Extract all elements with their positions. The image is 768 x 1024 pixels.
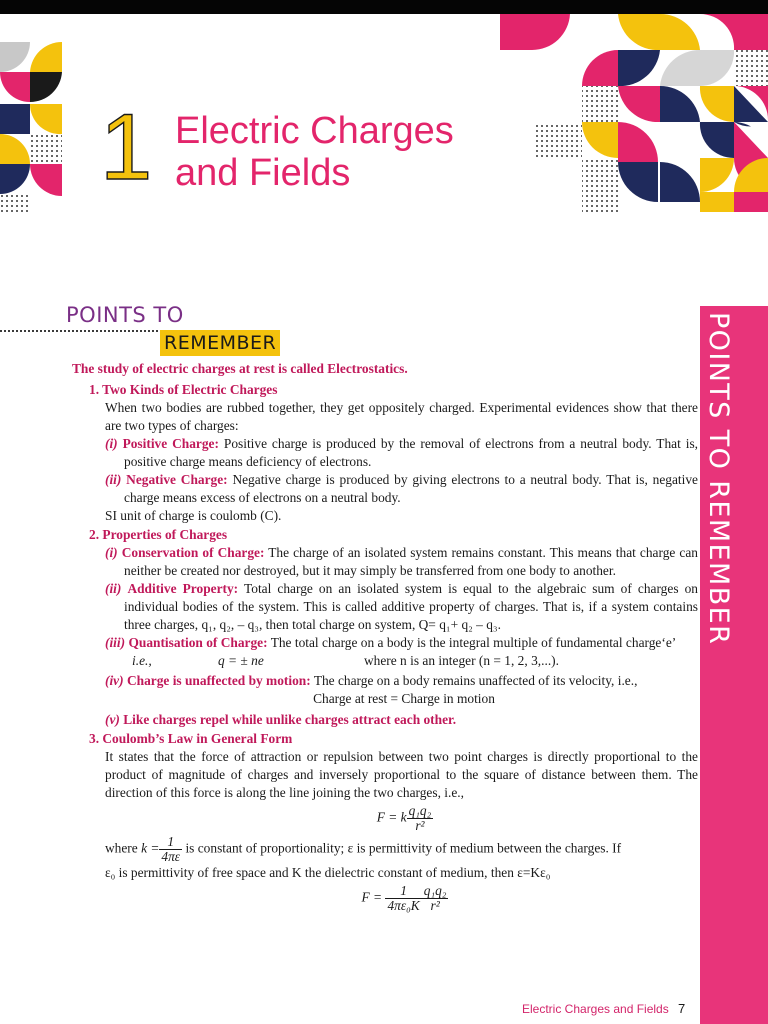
item-number: (v) bbox=[105, 712, 120, 727]
coulomb-formula-medium bbox=[72, 884, 698, 913]
item-label: Positive Charge: bbox=[122, 436, 219, 451]
fraction-numerator: q₁q₂ bbox=[408, 803, 432, 818]
fraction-denominator: 4πε bbox=[161, 849, 181, 864]
item-conservation bbox=[72, 544, 698, 580]
item-number: (ii) bbox=[105, 581, 122, 596]
item-number: (iv) bbox=[105, 673, 124, 688]
item-number: (iii) bbox=[105, 635, 126, 650]
fraction-numerator: 1 bbox=[159, 835, 182, 850]
fraction-denominator: 4πε₀K bbox=[387, 898, 420, 913]
footer-chapter-title: Electric Charges and Fields bbox=[522, 1002, 669, 1016]
k-definition bbox=[72, 835, 698, 864]
item-text: Negative charge is produced by giving electrons to a neutral body. That is, negative charge means excess of electrons on a neutral body. bbox=[124, 472, 698, 505]
section-title: POINTS TO bbox=[66, 303, 184, 327]
heading-two-kinds: 1. Two Kinds of Electric Charges bbox=[89, 382, 278, 397]
chapter-title-line-1: Electric Charges bbox=[175, 110, 454, 152]
sidebar-label: POINTS TO REMEMBER bbox=[703, 312, 734, 646]
section-title-highlight: REMEMBER bbox=[160, 330, 280, 356]
item-label: Quantisation of Charge: bbox=[128, 635, 268, 650]
q-equation: q = ± ne bbox=[218, 653, 264, 668]
n-integer-text: where n is an integer (n = 1, 2, 3,...). bbox=[364, 653, 559, 668]
formula-lhs: F = k bbox=[376, 809, 407, 825]
fraction-denominator: r² bbox=[430, 898, 440, 913]
item-text: The charge on a body remains unaffected of its velocity, i.e., bbox=[313, 673, 638, 688]
k-lhs: k = bbox=[141, 840, 160, 856]
item-label: Like charges repel while unlike charges attract each other. bbox=[123, 712, 457, 727]
item-number: (i) bbox=[105, 545, 118, 560]
item-number: (i) bbox=[105, 436, 118, 451]
item-positive-charge bbox=[72, 435, 698, 471]
rest-motion-equation: Charge at rest = Charge in motion bbox=[313, 691, 495, 706]
item-motion bbox=[72, 672, 698, 690]
intro-text: The study of electric charges at rest is called Electrostatics. bbox=[72, 361, 408, 376]
item-label: Negative Charge: bbox=[126, 472, 228, 487]
fraction bbox=[385, 884, 421, 913]
k-text: is constant of proportionality; ε is permittivity of medium between the charges. If bbox=[185, 840, 622, 856]
fraction bbox=[422, 884, 449, 913]
item-text: The total charge on a body is the integral multiple of fundamental charge‘e’ bbox=[270, 635, 677, 650]
item-text: The charge of an isolated system remains constant. This means that charge can neither be created nor destroyed, but it may simply be transferred from one body to another. bbox=[124, 545, 698, 578]
fraction-denominator: r² bbox=[415, 818, 425, 833]
item-number: (ii) bbox=[105, 472, 122, 487]
chapter-number: 1 bbox=[100, 94, 153, 199]
chapter-title-line-2: and Fields bbox=[175, 152, 351, 194]
paragraph-coulomb: It states that the force of attraction or repulsion between two point charges is directly proportional to the product of magnitude of charges and inversely proportional to the square of distance between them. The direction of this force is along the line joining the two charges, i.e., bbox=[105, 749, 698, 800]
quantisation-equation bbox=[72, 652, 698, 672]
ie-label: i.e., bbox=[132, 653, 152, 668]
item-quantisation bbox=[72, 634, 698, 652]
chapter-title bbox=[175, 110, 454, 194]
top-bar bbox=[0, 0, 768, 14]
item-negative-charge bbox=[72, 471, 698, 507]
fraction bbox=[159, 835, 182, 864]
page-number: 7 bbox=[678, 1001, 686, 1016]
decorative-pattern-left bbox=[0, 14, 62, 214]
fraction bbox=[407, 804, 434, 833]
heading-properties: 2. Properties of Charges bbox=[89, 527, 228, 542]
epsilon-text: ε₀ is permittivity of free space and K the dielectric constant of medium, then ε=Kε₀ bbox=[105, 865, 551, 880]
item-label: Charge is unaffected by motion: bbox=[126, 673, 311, 688]
dotted-divider bbox=[0, 330, 158, 332]
decorative-pattern-right bbox=[500, 14, 768, 212]
item-additive bbox=[72, 580, 698, 634]
si-unit-text: SI unit of charge is coulomb (C). bbox=[105, 508, 282, 523]
where-label: where bbox=[105, 840, 138, 856]
coulomb-formula bbox=[72, 804, 698, 833]
fraction-numerator: q₁q₂ bbox=[423, 883, 447, 898]
item-text: Total charge on an isolated system is equal to the algebraic sum of charges on individual bodies of the system. This is called additive property of charges. That is, if a system contains three charges, q₁, q₂, – q₃, then total charge on system, Q= q₁+ q₂ – q₃. bbox=[124, 581, 698, 632]
item-like-charges bbox=[72, 711, 698, 729]
fraction-numerator: 1 bbox=[385, 884, 421, 899]
heading-coulomb: 3. Coulomb’s Law in General Form bbox=[89, 731, 293, 746]
item-label: Conservation of Charge: bbox=[121, 545, 265, 560]
main-content bbox=[72, 360, 698, 913]
paragraph-two-kinds: When two bodies are rubbed together, they get oppositely charged. Experimental evidences show that there are two types of charges: bbox=[105, 400, 698, 433]
item-label: Additive Property: bbox=[127, 581, 239, 596]
item-text: Positive charge is produced by the removal of electrons from a neutral body. That is, positive charge means deficiency of electrons. bbox=[124, 436, 699, 469]
formula-lhs: F = bbox=[361, 889, 383, 905]
